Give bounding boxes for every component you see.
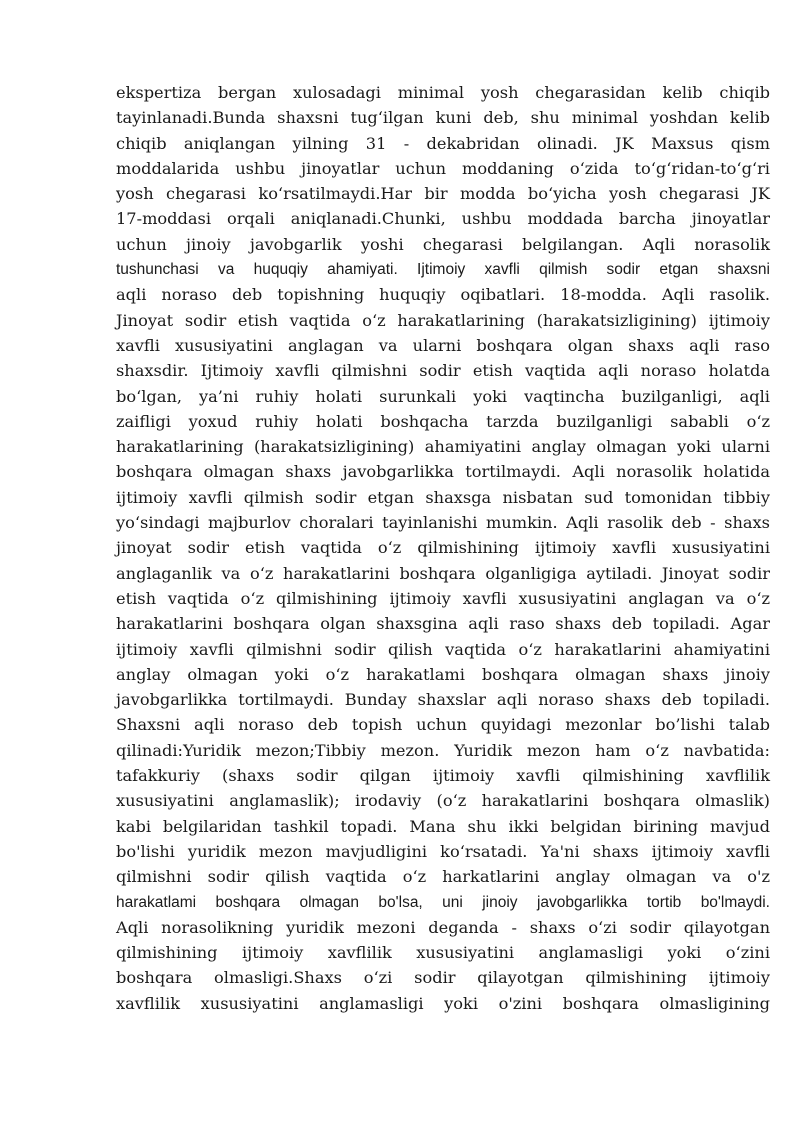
text-line: kabi belgilaridan tashkil topadi. Mana shu ikki belgidan birining mavjud xyxy=(116,816,770,836)
text-line: Shaxsni aqli noraso deb topish uchun quyidagi mezonlar bo’lishi talab xyxy=(116,715,770,735)
text-line: qilmishni sodir qilish vaqtida o‘z harkatlarini anglay olmagan va o'z xyxy=(116,867,770,887)
body-text xyxy=(116,80,770,1016)
text-line: anglay olmagan yoki o‘z harakatlami boshqara olmagan shaxs jinoiy xyxy=(116,664,770,684)
text-line: moddalarida ushbu jinoyatlar uchun moddaning o‘zida to‘g‘ridan-to‘g‘ri xyxy=(116,158,770,178)
text-line: qilmishining ijtimoiy xavflilik xususiyatini anglamasligi yoki o‘zini xyxy=(116,943,770,963)
text-line: boshqara olmasligi.Shaxs o‘zi sodir qilayotgan qilmishining ijtimoiy xyxy=(116,968,770,988)
text-line: Aqli norasolikning yuridik mezoni deganda - shaxs o‘zi sodir qilayotgan xyxy=(116,917,770,937)
text-line: bo‘lgan, ya’ni ruhiy holati surunkali yoki vaqtincha buzilganligi, aqli xyxy=(116,386,770,406)
text-line: tushunchasi va huquqiy ahamiyati. Ijtimoiy xavfli qilmish sodir etgan shaxsni xyxy=(116,261,770,279)
text-line: anglaganlik va o‘z harakatlarini boshqara olganligiga aytiladi. Jinoyat sodir xyxy=(116,563,770,583)
text-line: ijtimoiy xavfli qilmishni sodir qilish vaqtida o‘z harakatlarini ahamiyatini xyxy=(116,639,770,659)
text-line: aqli noraso deb topishning huquqiy oqibatlari. 18-modda. Aqli rasolik. xyxy=(116,285,770,305)
text-line: xususiyatini anglamaslik); irodaviy (o‘z harakatlarini boshqara olmaslik) xyxy=(116,791,770,811)
text-line: ekspertiza bergan xulosadagi minimal yosh chegarasidan kelib chiqib xyxy=(116,83,770,102)
text-line: uchun jinoiy javobgarlik yoshi chegarasi belgilangan. Aqli norasolik xyxy=(116,234,770,254)
text-line: shaxsdir. Ijtimoiy xavfli qilmishni sodir etish vaqtida aqli noraso holatda xyxy=(116,361,770,381)
text-line: yosh chegarasi ko‘rsatilmaydi.Har bir modda bo‘yicha yosh chegarasi JK xyxy=(116,184,770,204)
text-line: 17-moddasi orqali aniqlanadi.Chunki, ushbu moddada barcha jinoyatlar xyxy=(116,209,770,229)
text-line: boshqara olmagan shaxs javobgarlikka tortilmaydi. Aqli norasolik holatida xyxy=(116,462,770,482)
text-line: etish vaqtida o‘z qilmishining ijtimoiy xavfli xususiyatini anglagan va o‘z xyxy=(116,588,770,608)
text-line: bo'lishi yuridik mezon mavjudligini ko‘rsatadi. Ya'ni shaxs ijtimoiy xavfli xyxy=(116,841,770,861)
text-line: chiqib aniqlangan yilning 31 - dekabridan olinadi. JK Maxsus qism xyxy=(116,133,770,153)
text-line: xavflilik xususiyatini anglamasligi yoki o'zini boshqara olmasligining xyxy=(116,993,770,1013)
text-line: jinoyat sodir etish vaqtida o‘z qilmishining ijtimoiy xavfli xususiyatini xyxy=(116,538,770,558)
text-line: yo‘sindagi majburlov choralari tayinlanishi mumkin. Aqli rasolik deb - shaxs xyxy=(116,513,770,533)
text-line: harakatlarini boshqara olgan shaxsgina aqli raso shaxs deb topiladi. Agar xyxy=(116,614,770,634)
text-line: ijtimoiy xavfli qilmish sodir etgan shaxsga nisbatan sud tomonidan tibbiy xyxy=(116,487,770,507)
text-line: qilinadi:Yuridik mezon;Tibbiy mezon. Yuridik mezon ham o‘z navbatida: xyxy=(116,740,770,760)
text-line: harakatlarining (harakatsizligining) ahamiyatini anglay olmagan yoki ularni xyxy=(116,437,770,457)
text-line: javobgarlikka tortilmaydi. Bunday shaxslar aqli noraso shaxs deb topiladi. xyxy=(116,690,770,710)
text-line: xavfli xususiyatini anglagan va ularni boshqara olgan shaxs aqli raso xyxy=(116,335,770,355)
text-line: zaifligi yoxud ruhiy holati boshqacha tarzda buzilganligi sababli o‘z xyxy=(116,411,770,431)
text-line: harakatlami boshqara olmagan bo'lsa, uni jinoiy javobgarlikka tortib bo'lmaydi. xyxy=(116,893,770,911)
text-line: tafakkuriy (shaxs sodir qilgan ijtimoiy xavfli qilmishining xavflilik xyxy=(116,766,770,786)
text-line: tayinlanadi.Bunda shaxsni tug‘ilgan kuni deb, shu minimal yoshdan kelib xyxy=(116,108,770,128)
text-line: Jinoyat sodir etish vaqtida o‘z harakatlarining (harakatsizligining) ijtimoiy xyxy=(116,310,770,330)
